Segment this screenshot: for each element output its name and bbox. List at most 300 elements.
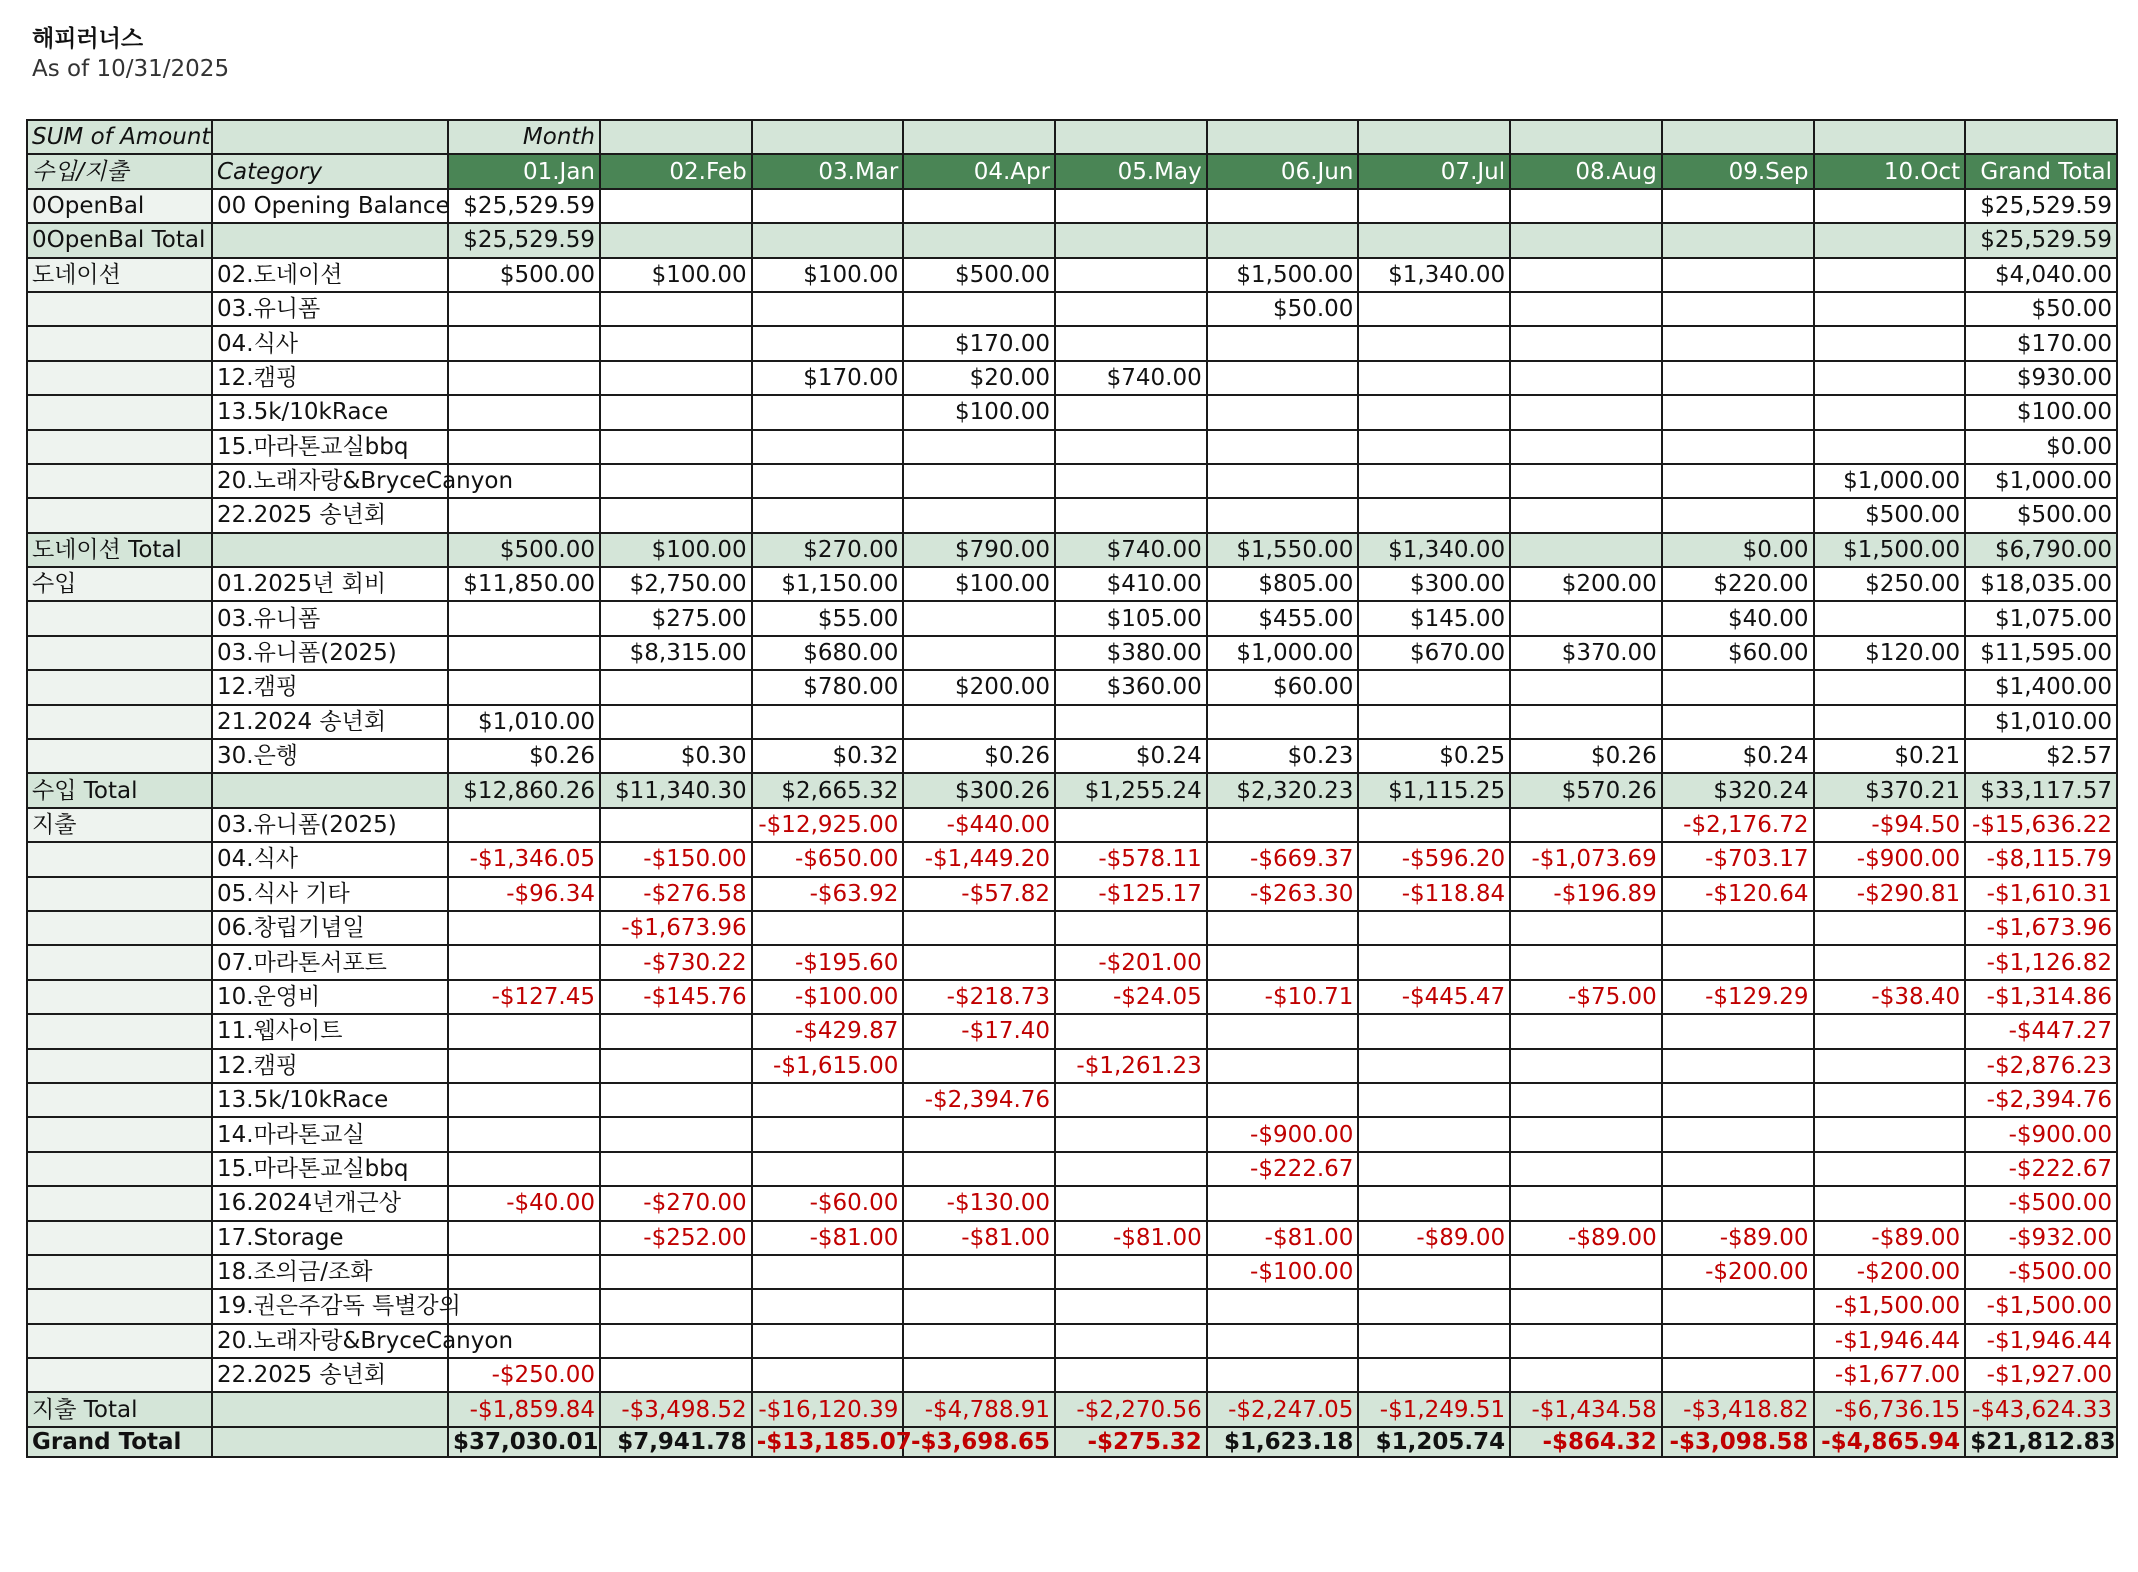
category-label[interactable]: 04.식사	[212, 842, 448, 876]
value-cell[interactable]: $805.00	[1207, 567, 1359, 601]
value-cell[interactable]: $60.00	[1207, 670, 1359, 704]
month-header[interactable]: 01.Jan	[448, 154, 600, 188]
value-cell[interactable]	[600, 1117, 752, 1151]
value-cell[interactable]	[1358, 1014, 1510, 1048]
value-cell[interactable]	[600, 705, 752, 739]
value-cell[interactable]: $360.00	[1055, 670, 1207, 704]
value-cell[interactable]: -$1,434.58	[1510, 1392, 1662, 1426]
value-cell[interactable]	[448, 498, 600, 532]
value-cell[interactable]: -$440.00	[903, 808, 1055, 842]
value-cell[interactable]	[600, 395, 752, 429]
value-cell[interactable]	[1207, 1289, 1359, 1323]
category-label[interactable]: 11.웹사이트	[212, 1014, 448, 1048]
value-cell[interactable]	[903, 1358, 1055, 1392]
value-cell[interactable]: $0.32	[752, 739, 904, 773]
value-cell[interactable]	[1055, 395, 1207, 429]
value-cell[interactable]	[1814, 945, 1966, 979]
value-cell[interactable]	[448, 945, 600, 979]
value-cell[interactable]	[1510, 464, 1662, 498]
group-label[interactable]	[27, 430, 212, 464]
value-cell[interactable]: $220.00	[1662, 567, 1814, 601]
value-cell[interactable]	[903, 1152, 1055, 1186]
value-cell[interactable]	[1814, 326, 1966, 360]
value-cell[interactable]: $0.26	[903, 739, 1055, 773]
value-cell[interactable]	[752, 326, 904, 360]
value-cell[interactable]	[1662, 1358, 1814, 1392]
value-cell[interactable]: $145.00	[1358, 601, 1510, 635]
value-cell[interactable]: $105.00	[1055, 601, 1207, 635]
month-header[interactable]: 10.Oct	[1814, 154, 1966, 188]
value-cell[interactable]	[1207, 189, 1359, 223]
category-label[interactable]: 22.2025 송년회	[212, 498, 448, 532]
value-cell[interactable]	[1207, 705, 1359, 739]
value-cell[interactable]: $12,860.26	[448, 773, 600, 807]
value-cell[interactable]	[1358, 430, 1510, 464]
value-cell[interactable]: $170.00	[903, 326, 1055, 360]
value-cell[interactable]	[1055, 1255, 1207, 1289]
value-cell[interactable]: -$200.00	[1814, 1255, 1966, 1289]
value-cell[interactable]: -$3,698.65	[903, 1427, 1055, 1457]
group-label[interactable]	[27, 395, 212, 429]
value-cell[interactable]	[1662, 292, 1814, 326]
grand-total-cell[interactable]: -$1,927.00	[1965, 1358, 2117, 1392]
grand-total-cell[interactable]: -$1,500.00	[1965, 1289, 2117, 1323]
value-cell[interactable]	[903, 1324, 1055, 1358]
value-cell[interactable]	[1055, 292, 1207, 326]
value-cell[interactable]: -$445.47	[1358, 980, 1510, 1014]
value-cell[interactable]	[600, 326, 752, 360]
value-cell[interactable]	[1510, 705, 1662, 739]
value-cell[interactable]: -$270.00	[600, 1186, 752, 1220]
value-cell[interactable]: -$4,788.91	[903, 1392, 1055, 1426]
value-cell[interactable]	[1510, 1186, 1662, 1220]
grand-total-cell[interactable]: -$1,673.96	[1965, 911, 2117, 945]
grand-total-cell[interactable]: -$932.00	[1965, 1221, 2117, 1255]
grand-total-cell[interactable]: -$500.00	[1965, 1255, 2117, 1289]
value-cell[interactable]: -$3,418.82	[1662, 1392, 1814, 1426]
value-cell[interactable]	[1510, 808, 1662, 842]
value-cell[interactable]: $0.23	[1207, 739, 1359, 773]
value-cell[interactable]: $11,850.00	[448, 567, 600, 601]
value-cell[interactable]: -$13,185.07	[752, 1427, 904, 1457]
value-cell[interactable]	[1510, 223, 1662, 257]
category-label[interactable]: 03.유니폼(2025)	[212, 636, 448, 670]
value-cell[interactable]	[1055, 808, 1207, 842]
value-cell[interactable]: $8,315.00	[600, 636, 752, 670]
value-cell[interactable]: $320.24	[1662, 773, 1814, 807]
value-cell[interactable]: $740.00	[1055, 361, 1207, 395]
value-cell[interactable]: -$2,247.05	[1207, 1392, 1359, 1426]
value-cell[interactable]: $170.00	[752, 361, 904, 395]
value-cell[interactable]	[1358, 1117, 1510, 1151]
value-cell[interactable]	[1662, 1014, 1814, 1048]
group-label[interactable]: 수입 Total	[27, 773, 212, 807]
group-label[interactable]	[27, 1049, 212, 1083]
group-label[interactable]: 지출 Total	[27, 1392, 212, 1426]
value-cell[interactable]	[1814, 258, 1966, 292]
value-cell[interactable]	[752, 189, 904, 223]
value-cell[interactable]: $1,010.00	[448, 705, 600, 739]
category-label[interactable]: 22.2025 송년회	[212, 1358, 448, 1392]
group-label[interactable]	[27, 326, 212, 360]
grand-total-cell[interactable]: $11,595.00	[1965, 636, 2117, 670]
grand-total-cell[interactable]: -$1,126.82	[1965, 945, 2117, 979]
value-cell[interactable]: -$596.20	[1358, 842, 1510, 876]
value-cell[interactable]	[1510, 361, 1662, 395]
value-cell[interactable]: -$81.00	[1207, 1221, 1359, 1255]
value-cell[interactable]: -$24.05	[1055, 980, 1207, 1014]
grand-total-cell[interactable]: -$1,610.31	[1965, 877, 2117, 911]
group-label[interactable]	[27, 980, 212, 1014]
category-label[interactable]: 10.운영비	[212, 980, 448, 1014]
value-cell[interactable]: $1,150.00	[752, 567, 904, 601]
value-cell[interactable]	[1662, 361, 1814, 395]
grand-total-cell[interactable]: $6,790.00	[1965, 533, 2117, 567]
value-cell[interactable]: -$100.00	[1207, 1255, 1359, 1289]
value-cell[interactable]	[1207, 498, 1359, 532]
value-cell[interactable]	[1662, 258, 1814, 292]
month-header[interactable]: 09.Sep	[1662, 154, 1814, 188]
value-cell[interactable]	[1814, 430, 1966, 464]
value-cell[interactable]	[1662, 705, 1814, 739]
group-label[interactable]	[27, 292, 212, 326]
category-label[interactable]: 18.조의금/조화	[212, 1255, 448, 1289]
value-cell[interactable]	[600, 670, 752, 704]
value-cell[interactable]	[903, 189, 1055, 223]
value-cell[interactable]: -$1,673.96	[600, 911, 752, 945]
value-cell[interactable]	[1207, 1358, 1359, 1392]
value-cell[interactable]: -$222.67	[1207, 1152, 1359, 1186]
value-cell[interactable]	[1510, 258, 1662, 292]
value-cell[interactable]: -$650.00	[752, 842, 904, 876]
value-cell[interactable]: -$40.00	[448, 1186, 600, 1220]
value-cell[interactable]	[448, 1221, 600, 1255]
value-cell[interactable]	[1814, 1014, 1966, 1048]
value-cell[interactable]	[1510, 945, 1662, 979]
value-cell[interactable]	[600, 292, 752, 326]
value-cell[interactable]	[1510, 1152, 1662, 1186]
grand-total-cell[interactable]: $0.00	[1965, 430, 2117, 464]
value-cell[interactable]	[1055, 223, 1207, 257]
value-cell[interactable]	[1662, 1083, 1814, 1117]
category-label[interactable]: 04.식사	[212, 326, 448, 360]
group-label[interactable]	[27, 739, 212, 773]
group-label[interactable]	[27, 842, 212, 876]
value-cell[interactable]	[752, 1324, 904, 1358]
category-label[interactable]: 00 Opening Balance	[212, 189, 448, 223]
value-cell[interactable]	[1662, 1049, 1814, 1083]
value-cell[interactable]	[600, 1014, 752, 1048]
month-header[interactable]: Grand Total	[1965, 154, 2117, 188]
value-cell[interactable]	[448, 1117, 600, 1151]
group-label[interactable]	[27, 361, 212, 395]
value-cell[interactable]	[752, 1289, 904, 1323]
value-cell[interactable]	[1055, 326, 1207, 360]
value-cell[interactable]: -$2,394.76	[903, 1083, 1055, 1117]
value-cell[interactable]: $60.00	[1662, 636, 1814, 670]
value-cell[interactable]	[903, 1049, 1055, 1083]
value-cell[interactable]: $455.00	[1207, 601, 1359, 635]
group-label[interactable]	[27, 1083, 212, 1117]
value-cell[interactable]: -$100.00	[752, 980, 904, 1014]
value-cell[interactable]	[1510, 395, 1662, 429]
value-cell[interactable]: $200.00	[903, 670, 1055, 704]
month-header[interactable]: 04.Apr	[903, 154, 1055, 188]
grand-total-cell[interactable]: -$447.27	[1965, 1014, 2117, 1048]
value-cell[interactable]: $500.00	[1814, 498, 1966, 532]
value-cell[interactable]	[1358, 945, 1510, 979]
value-cell[interactable]	[1358, 1152, 1510, 1186]
value-cell[interactable]: -$864.32	[1510, 1427, 1662, 1457]
value-cell[interactable]	[1662, 189, 1814, 223]
value-cell[interactable]: $11,340.30	[600, 773, 752, 807]
category-label[interactable]	[212, 1427, 448, 1457]
value-cell[interactable]: $37,030.01	[448, 1427, 600, 1457]
value-cell[interactable]	[448, 1289, 600, 1323]
value-cell[interactable]	[1814, 1117, 1966, 1151]
value-cell[interactable]: $2,750.00	[600, 567, 752, 601]
value-cell[interactable]	[1207, 1049, 1359, 1083]
group-label[interactable]	[27, 877, 212, 911]
value-cell[interactable]	[1510, 1014, 1662, 1048]
value-cell[interactable]: $100.00	[903, 567, 1055, 601]
category-label[interactable]	[212, 533, 448, 567]
value-cell[interactable]	[903, 498, 1055, 532]
group-label[interactable]: 수입	[27, 567, 212, 601]
value-cell[interactable]: $1,340.00	[1358, 533, 1510, 567]
value-cell[interactable]	[600, 498, 752, 532]
value-cell[interactable]	[903, 945, 1055, 979]
value-cell[interactable]	[600, 1152, 752, 1186]
value-cell[interactable]: $55.00	[752, 601, 904, 635]
grand-total-cell[interactable]: $500.00	[1965, 498, 2117, 532]
group-label[interactable]	[27, 705, 212, 739]
value-cell[interactable]: $0.30	[600, 739, 752, 773]
category-label[interactable]	[212, 223, 448, 257]
value-cell[interactable]	[752, 1083, 904, 1117]
value-cell[interactable]: -$290.81	[1814, 877, 1966, 911]
value-cell[interactable]	[1510, 1083, 1662, 1117]
group-label[interactable]	[27, 636, 212, 670]
category-label[interactable]: 14.마라톤교실	[212, 1117, 448, 1151]
value-cell[interactable]	[1662, 1117, 1814, 1151]
value-cell[interactable]: -$275.32	[1055, 1427, 1207, 1457]
value-cell[interactable]	[752, 1152, 904, 1186]
value-cell[interactable]: $300.26	[903, 773, 1055, 807]
value-cell[interactable]	[1510, 189, 1662, 223]
value-cell[interactable]	[1358, 189, 1510, 223]
value-cell[interactable]	[903, 911, 1055, 945]
value-cell[interactable]: -$75.00	[1510, 980, 1662, 1014]
value-cell[interactable]: $200.00	[1510, 567, 1662, 601]
grand-total-cell[interactable]: $50.00	[1965, 292, 2117, 326]
group-label[interactable]	[27, 498, 212, 532]
value-cell[interactable]	[1055, 1083, 1207, 1117]
group-label[interactable]	[27, 1324, 212, 1358]
value-cell[interactable]	[1055, 1117, 1207, 1151]
grand-total-cell[interactable]: -$15,636.22	[1965, 808, 2117, 842]
value-cell[interactable]	[1207, 326, 1359, 360]
value-cell[interactable]: -$1,677.00	[1814, 1358, 1966, 1392]
value-cell[interactable]	[448, 670, 600, 704]
group-label[interactable]: Grand Total	[27, 1427, 212, 1457]
value-cell[interactable]: -$150.00	[600, 842, 752, 876]
value-cell[interactable]: -$127.45	[448, 980, 600, 1014]
grand-total-cell[interactable]: $33,117.57	[1965, 773, 2117, 807]
value-cell[interactable]	[752, 498, 904, 532]
value-cell[interactable]	[600, 1289, 752, 1323]
value-cell[interactable]	[600, 1049, 752, 1083]
value-cell[interactable]: -$4,865.94	[1814, 1427, 1966, 1457]
value-cell[interactable]: -$130.00	[903, 1186, 1055, 1220]
value-cell[interactable]: -$1,615.00	[752, 1049, 904, 1083]
value-cell[interactable]: -$252.00	[600, 1221, 752, 1255]
grand-total-cell[interactable]: $930.00	[1965, 361, 2117, 395]
value-cell[interactable]	[1207, 1186, 1359, 1220]
grand-total-cell[interactable]: $21,812.83	[1965, 1427, 2117, 1457]
value-cell[interactable]	[1814, 395, 1966, 429]
group-label[interactable]	[27, 1152, 212, 1186]
value-cell[interactable]: $2,665.32	[752, 773, 904, 807]
value-cell[interactable]	[1510, 1049, 1662, 1083]
value-cell[interactable]	[1662, 1289, 1814, 1323]
group-label[interactable]: 도네이션	[27, 258, 212, 292]
value-cell[interactable]: -$1,249.51	[1358, 1392, 1510, 1426]
value-cell[interactable]	[1510, 326, 1662, 360]
value-cell[interactable]: -$669.37	[1207, 842, 1359, 876]
group-label[interactable]: 지출	[27, 808, 212, 842]
value-cell[interactable]	[1055, 464, 1207, 498]
value-cell[interactable]: -$12,925.00	[752, 808, 904, 842]
value-cell[interactable]	[1662, 911, 1814, 945]
value-cell[interactable]	[600, 189, 752, 223]
category-label[interactable]: 03.유니폼	[212, 601, 448, 635]
value-cell[interactable]: -$3,098.58	[1662, 1427, 1814, 1457]
value-cell[interactable]	[448, 1014, 600, 1048]
category-label[interactable]: 12.캠핑	[212, 361, 448, 395]
value-cell[interactable]	[1358, 223, 1510, 257]
group-label[interactable]: 0OpenBal Total	[27, 223, 212, 257]
value-cell[interactable]	[1814, 292, 1966, 326]
value-cell[interactable]: $500.00	[903, 258, 1055, 292]
value-cell[interactable]: -$89.00	[1358, 1221, 1510, 1255]
value-cell[interactable]: $500.00	[448, 533, 600, 567]
value-cell[interactable]: $740.00	[1055, 533, 1207, 567]
category-label[interactable]: 13.5k/10kRace	[212, 1083, 448, 1117]
value-cell[interactable]	[1510, 670, 1662, 704]
value-cell[interactable]: -$1,946.44	[1814, 1324, 1966, 1358]
row-field-category[interactable]: Category	[212, 154, 448, 188]
group-label[interactable]	[27, 911, 212, 945]
value-cell[interactable]	[1662, 395, 1814, 429]
group-label[interactable]: 0OpenBal	[27, 189, 212, 223]
value-cell[interactable]: $25,529.59	[448, 189, 600, 223]
value-cell[interactable]	[600, 361, 752, 395]
category-label[interactable]: 17.Storage	[212, 1221, 448, 1255]
value-cell[interactable]	[600, 464, 752, 498]
value-cell[interactable]: $0.00	[1662, 533, 1814, 567]
value-cell[interactable]	[1510, 1358, 1662, 1392]
value-cell[interactable]: -$2,270.56	[1055, 1392, 1207, 1426]
value-cell[interactable]: -$125.17	[1055, 877, 1207, 911]
value-cell[interactable]: $0.26	[1510, 739, 1662, 773]
value-cell[interactable]	[1207, 1324, 1359, 1358]
value-cell[interactable]	[1055, 1289, 1207, 1323]
value-cell[interactable]	[752, 464, 904, 498]
value-cell[interactable]: -$145.76	[600, 980, 752, 1014]
value-cell[interactable]	[752, 1117, 904, 1151]
group-label[interactable]	[27, 1221, 212, 1255]
value-cell[interactable]	[1662, 326, 1814, 360]
value-cell[interactable]: $25,529.59	[448, 223, 600, 257]
grand-total-cell[interactable]: -$8,115.79	[1965, 842, 2117, 876]
value-cell[interactable]	[752, 395, 904, 429]
month-header[interactable]: 03.Mar	[752, 154, 904, 188]
value-cell[interactable]	[600, 1358, 752, 1392]
category-label[interactable]: 03.유니폼	[212, 292, 448, 326]
value-cell[interactable]	[1358, 498, 1510, 532]
category-label[interactable]: 07.마라톤서포트	[212, 945, 448, 979]
value-cell[interactable]	[1358, 705, 1510, 739]
value-cell[interactable]	[1814, 911, 1966, 945]
value-cell[interactable]	[1207, 464, 1359, 498]
category-label[interactable]: 02.도네이션	[212, 258, 448, 292]
value-cell[interactable]: -$94.50	[1814, 808, 1966, 842]
value-cell[interactable]	[448, 1049, 600, 1083]
value-cell[interactable]: -$263.30	[1207, 877, 1359, 911]
value-cell[interactable]: -$17.40	[903, 1014, 1055, 1048]
value-cell[interactable]	[752, 1255, 904, 1289]
value-cell[interactable]: $790.00	[903, 533, 1055, 567]
value-cell[interactable]: $0.21	[1814, 739, 1966, 773]
value-cell[interactable]	[1814, 1152, 1966, 1186]
group-label[interactable]	[27, 670, 212, 704]
value-cell[interactable]: $1,500.00	[1814, 533, 1966, 567]
value-cell[interactable]	[448, 911, 600, 945]
value-cell[interactable]: $1,500.00	[1207, 258, 1359, 292]
value-cell[interactable]: $680.00	[752, 636, 904, 670]
value-cell[interactable]	[1358, 1049, 1510, 1083]
value-cell[interactable]	[903, 1289, 1055, 1323]
value-cell[interactable]	[903, 601, 1055, 635]
value-cell[interactable]	[448, 1255, 600, 1289]
row-field-type[interactable]: 수입/지출	[27, 154, 212, 188]
value-cell[interactable]	[1055, 430, 1207, 464]
value-cell[interactable]	[903, 464, 1055, 498]
category-label[interactable]: 16.2024년개근상	[212, 1186, 448, 1220]
value-cell[interactable]: -$120.64	[1662, 877, 1814, 911]
value-cell[interactable]	[448, 292, 600, 326]
grand-total-cell[interactable]: $1,400.00	[1965, 670, 2117, 704]
month-header[interactable]: 05.May	[1055, 154, 1207, 188]
value-cell[interactable]	[1814, 601, 1966, 635]
group-label[interactable]	[27, 945, 212, 979]
value-cell[interactable]	[1510, 1324, 1662, 1358]
value-cell[interactable]: $0.24	[1055, 739, 1207, 773]
category-label[interactable]	[212, 773, 448, 807]
value-cell[interactable]: $7,941.78	[600, 1427, 752, 1457]
value-cell[interactable]: -$900.00	[1207, 1117, 1359, 1151]
value-cell[interactable]: $2,320.23	[1207, 773, 1359, 807]
value-cell[interactable]	[1510, 1289, 1662, 1323]
value-cell[interactable]: -$129.29	[1662, 980, 1814, 1014]
group-label[interactable]	[27, 1289, 212, 1323]
value-cell[interactable]: -$16,120.39	[752, 1392, 904, 1426]
value-cell[interactable]	[1055, 911, 1207, 945]
value-cell[interactable]	[448, 636, 600, 670]
category-label[interactable]: 15.마라톤교실bbq	[212, 430, 448, 464]
value-cell[interactable]: -$200.00	[1662, 1255, 1814, 1289]
